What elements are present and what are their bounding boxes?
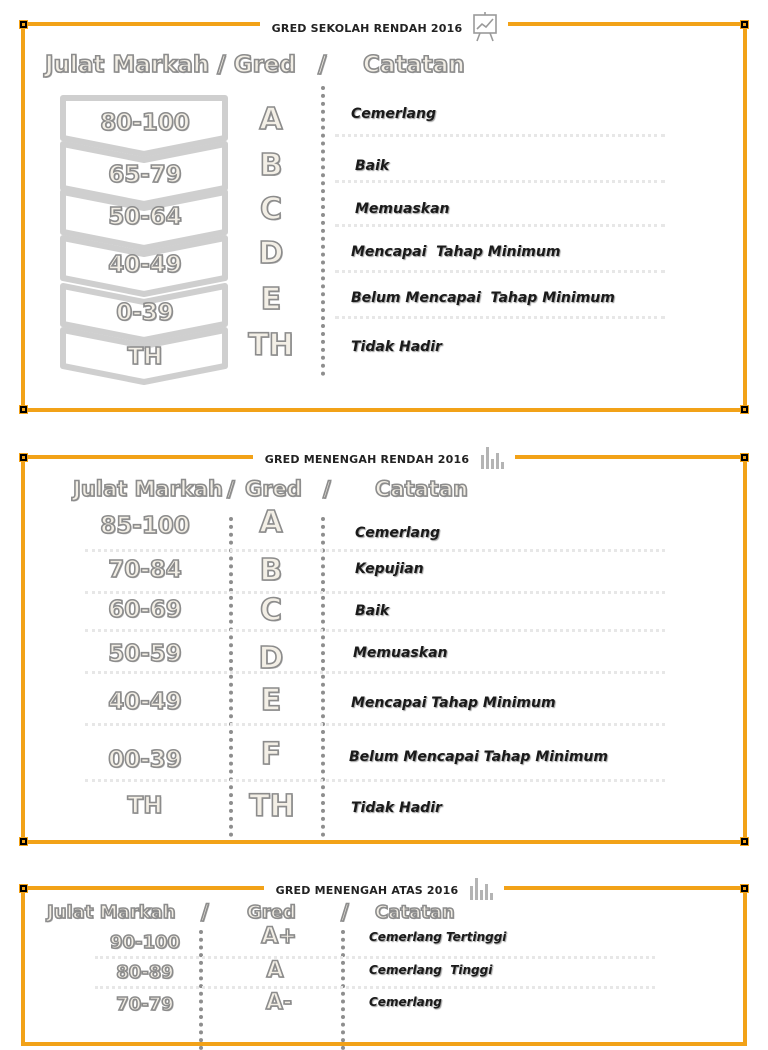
- panel-title: [253, 445, 515, 474]
- header-notes: Catatan: [375, 902, 455, 923]
- row-divider: [335, 180, 665, 183]
- range-label: 85-100: [100, 513, 190, 539]
- header-grade: Gred: [245, 477, 302, 501]
- row-divider: [335, 134, 665, 137]
- panel-title-text: GRED SEKOLAH RENDAH 2016: [271, 22, 463, 35]
- panel-title: [260, 12, 509, 45]
- corner-marker: [19, 837, 28, 846]
- grade-letter: C: [259, 192, 283, 227]
- row-divider: [85, 591, 665, 594]
- range-label: 50-64: [108, 204, 182, 230]
- header-slash: /: [341, 900, 349, 924]
- header-slash: /: [201, 900, 209, 924]
- range-label: TH: [127, 793, 163, 819]
- note-text: Tidak Hadir: [351, 800, 442, 816]
- panel-sekolah-rendah: [21, 22, 747, 412]
- row-divider: [85, 549, 665, 552]
- grade-letter: A: [266, 958, 284, 983]
- range-label: 50-59: [108, 641, 182, 667]
- grade-letter: A: [259, 505, 283, 540]
- note-text: Cemerlang Tinggi: [369, 963, 493, 977]
- divider-vertical: [321, 86, 325, 376]
- bar-chart-icon: [479, 445, 505, 474]
- grade-letter: A: [259, 102, 283, 137]
- panel-title-text: GRED MENENGAH ATAS 2016: [275, 884, 459, 897]
- row-divider: [95, 986, 655, 989]
- grade-letter: TH: [248, 328, 294, 363]
- panel-menengah-atas: [21, 886, 747, 1046]
- range-label: 0-39: [116, 300, 174, 326]
- note-text: Baik: [355, 603, 390, 619]
- range-label: 40-49: [108, 689, 182, 715]
- grade-letter: D: [258, 641, 284, 676]
- header-slash: /: [318, 52, 327, 78]
- panel-title-text: GRED MENENGAH RENDAH 2016: [264, 453, 470, 466]
- divider-vertical: [321, 517, 325, 837]
- corner-marker: [740, 405, 749, 414]
- note-text: Cemerlang Tertinggi: [369, 930, 507, 944]
- note-text: Belum Mencapai Tahap Minimum: [351, 290, 615, 306]
- header-slash: /: [227, 477, 235, 501]
- grade-letter: D: [258, 236, 284, 271]
- row-divider: [85, 779, 665, 782]
- panel-title: [264, 876, 505, 905]
- note-text: Memuaskan: [353, 645, 448, 661]
- note-text: Cemerlang: [369, 995, 442, 1009]
- grade-letter: TH: [249, 789, 295, 824]
- range-label: 80-100: [100, 110, 190, 136]
- note-text: Belum Mencapai Tahap Minimum: [349, 749, 608, 765]
- range-label: 70-84: [108, 557, 182, 583]
- note-text: Baik: [355, 158, 390, 174]
- line-chart-board-icon: [472, 12, 498, 45]
- range-label: 70-79: [116, 994, 174, 1015]
- note-text: Cemerlang: [355, 525, 440, 541]
- note-text: Mencapai Tahap Minimum: [351, 244, 561, 260]
- row-divider: [95, 956, 655, 959]
- grade-letter: A-: [265, 990, 293, 1015]
- range-label: TH: [127, 344, 163, 370]
- grade-letter: A+: [261, 924, 297, 949]
- divider-vertical: [229, 517, 233, 837]
- row-divider: [335, 224, 665, 227]
- row-divider: [335, 270, 665, 273]
- range-label: 60-69: [108, 597, 182, 623]
- note-text: Memuaskan: [355, 201, 450, 217]
- bar-chart-icon: [468, 876, 494, 905]
- header-marks-grade: Julat Markah / Gred: [45, 52, 296, 78]
- row-divider: [85, 723, 665, 726]
- range-label: 00-39: [108, 747, 182, 773]
- header-grade: Gred: [247, 902, 296, 923]
- row-divider: [85, 671, 665, 674]
- grade-letter: F: [260, 737, 282, 772]
- row-divider: [335, 316, 665, 319]
- header-marks: Julat Markah: [47, 902, 176, 923]
- grade-letter: B: [259, 553, 283, 588]
- note-text: Cemerlang: [351, 106, 436, 122]
- header-notes: Catatan: [375, 477, 468, 501]
- header-slash: /: [323, 477, 331, 501]
- corner-marker: [740, 837, 749, 846]
- header-notes: Catatan: [363, 52, 465, 78]
- range-label: 65-79: [108, 162, 182, 188]
- header-marks: Julat Markah: [73, 477, 223, 501]
- row-divider: [85, 629, 665, 632]
- grade-letter: E: [260, 282, 282, 317]
- range-label: 90-100: [109, 932, 181, 953]
- panel-menengah-rendah: [21, 455, 747, 844]
- grade-letter: C: [259, 593, 283, 628]
- grade-letter: B: [259, 148, 283, 183]
- grade-letter: E: [260, 683, 282, 718]
- note-text: Kepujian: [355, 561, 424, 577]
- divider-vertical: [341, 930, 345, 1050]
- corner-marker: [19, 405, 28, 414]
- note-text: Tidak Hadir: [351, 339, 442, 355]
- range-label: 40-49: [108, 252, 182, 278]
- range-label: 80-89: [116, 962, 174, 983]
- note-text: Mencapai Tahap Minimum: [351, 695, 556, 711]
